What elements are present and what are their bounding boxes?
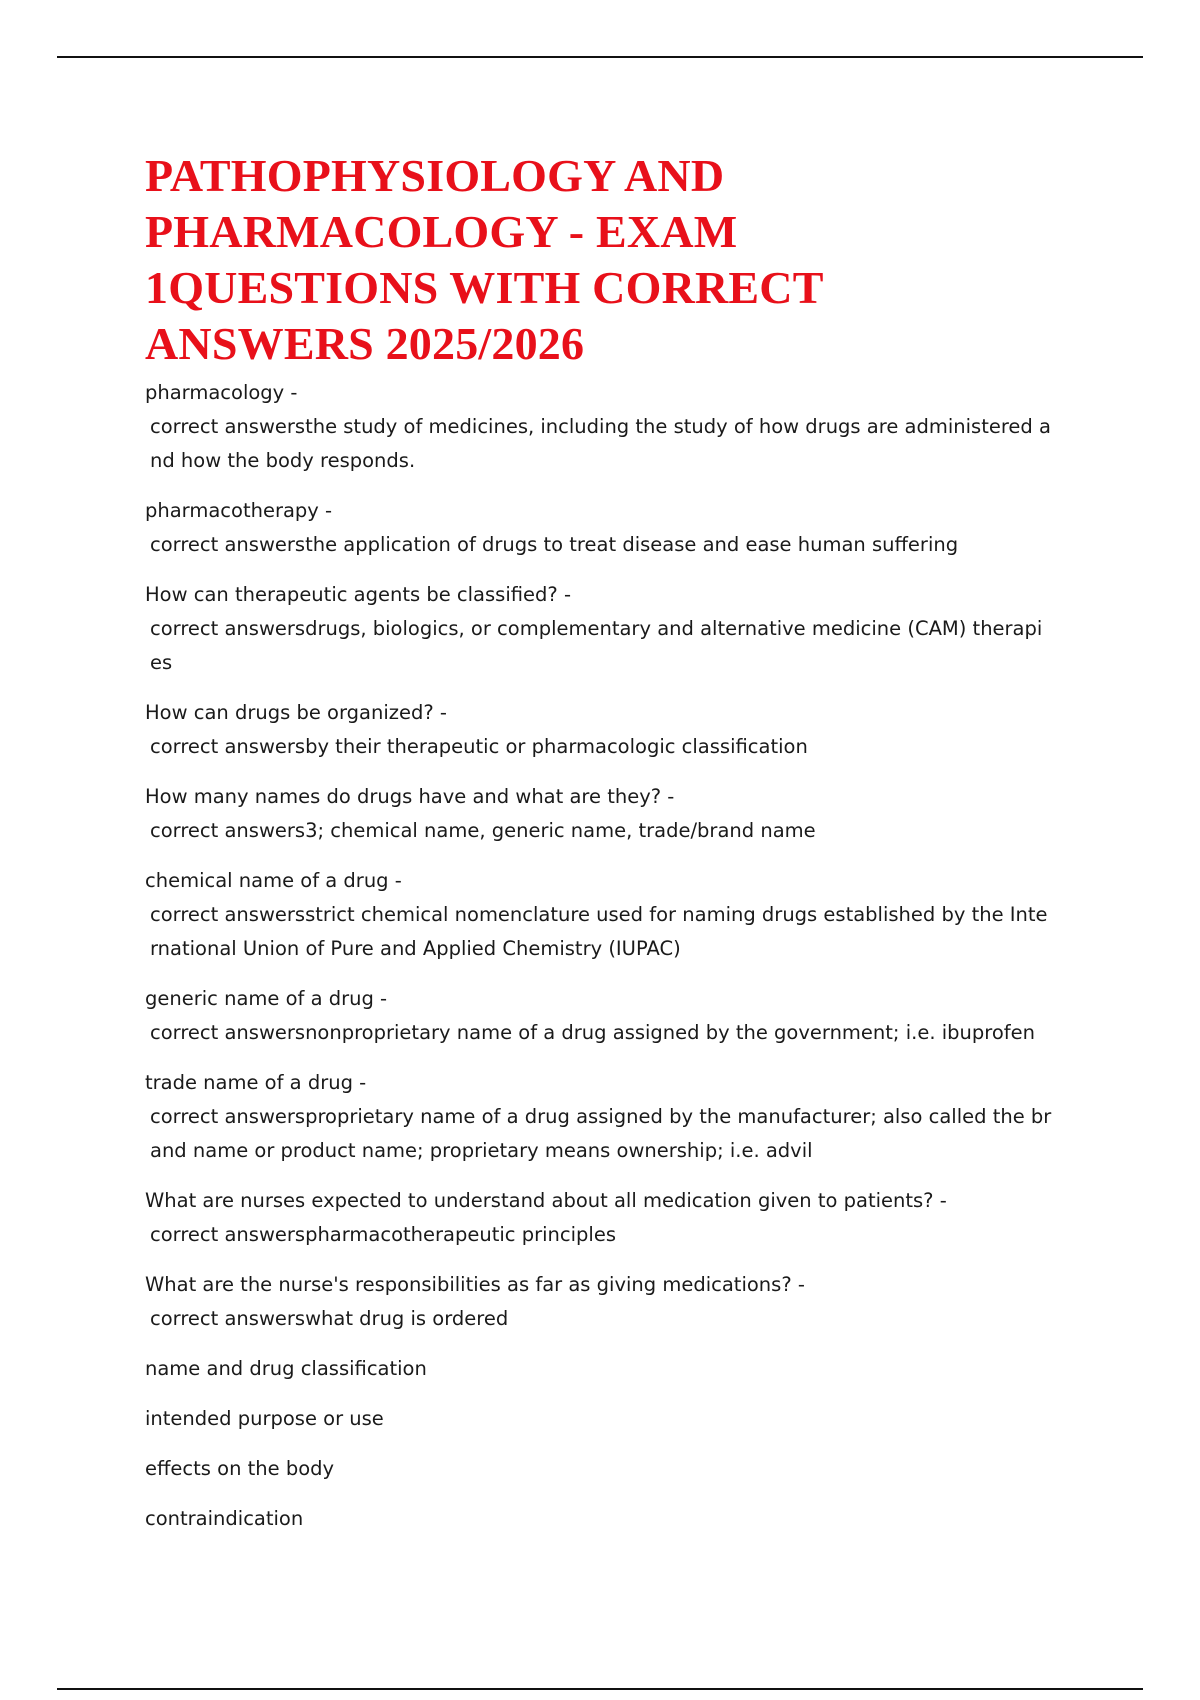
answer-text: correct answersproprietary name of a drug assigned by the manufacturer; also called the br and name or product name; proprietary means ownership; i.e. advil xyxy=(150,1105,1052,1162)
title-line: ANSWERS 2025/2026 xyxy=(145,318,585,369)
list-item: contraindication xyxy=(145,1507,304,1530)
answer-text: correct answersby their therapeutic or pharmacologic classification xyxy=(150,735,808,758)
question-text: How many names do drugs have and what are they? - xyxy=(145,785,675,808)
answer-text: correct answersdrugs, biologics, or complementary and alternative medicine (CAM) therapi es xyxy=(150,617,1043,674)
qa-entry xyxy=(145,1184,1065,1252)
question-text: What are the nurse's responsibilities as far as giving medications? - xyxy=(145,1273,805,1296)
qa-entry xyxy=(145,696,1065,764)
qa-entry xyxy=(145,1268,1065,1336)
qa-entry xyxy=(145,1066,1065,1168)
answer-text: correct answerspharmacotherapeutic principles xyxy=(150,1223,616,1246)
question-text: pharmacotherapy - xyxy=(145,499,333,522)
qa-entry xyxy=(145,376,1065,478)
bottom-rule xyxy=(57,1688,1143,1690)
title-line: 1QUESTIONS WITH CORRECT xyxy=(145,262,824,313)
qa-entry xyxy=(145,494,1065,562)
qa-entry xyxy=(145,864,1065,966)
document-body xyxy=(145,148,1065,1552)
title-line: PHARMACOLOGY - EXAM xyxy=(145,206,738,257)
question-text: trade name of a drug - xyxy=(145,1071,367,1094)
question-text: chemical name of a drug - xyxy=(145,869,402,892)
answer-text: correct answersstrict chemical nomenclature used for naming drugs established by the Inte rnational Union of Pure and Applied Chemistry (IUPAC) xyxy=(150,903,1048,960)
question-text: pharmacology - xyxy=(145,381,298,404)
question-text: What are nurses expected to understand about all medication given to patients? - xyxy=(145,1189,947,1212)
answer-text: correct answersthe application of drugs to treat disease and ease human suffering xyxy=(150,533,959,556)
qa-entry xyxy=(145,578,1065,680)
list-item: effects on the body xyxy=(145,1457,335,1480)
question-text: generic name of a drug - xyxy=(145,987,388,1010)
qa-entry xyxy=(145,982,1065,1050)
list-item: name and drug classification xyxy=(145,1357,427,1380)
answer-text: correct answers3; chemical name, generic name, trade/brand name xyxy=(150,819,816,842)
answer-text: correct answersthe study of medicines, including the study of how drugs are administered a nd how the body responds. xyxy=(150,415,1051,472)
top-rule xyxy=(57,56,1143,58)
qa-entry xyxy=(145,780,1065,848)
question-text: How can drugs be organized? - xyxy=(145,701,447,724)
title-line: PATHOPHYSIOLOGY AND xyxy=(145,150,725,201)
answer-text: correct answerswhat drug is ordered xyxy=(150,1307,509,1330)
answer-text: correct answersnonproprietary name of a drug assigned by the government; i.e. ibuprofen xyxy=(150,1021,1035,1044)
list-item: intended purpose or use xyxy=(145,1407,384,1430)
document-title xyxy=(145,148,1065,372)
question-text: How can therapeutic agents be classified? - xyxy=(145,583,571,606)
